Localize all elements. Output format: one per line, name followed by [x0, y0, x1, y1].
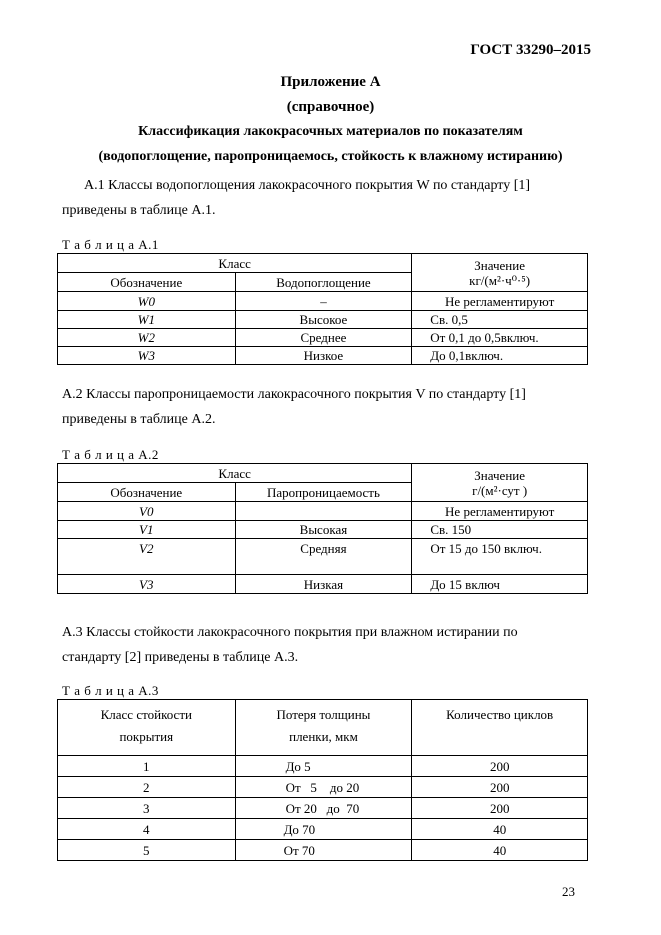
appendix-subtitle: (справочное): [286, 99, 375, 115]
table-row: 3 От 20 до 70 200: [58, 798, 588, 819]
table-row: V3 Низкая До 15 включ: [58, 575, 588, 594]
table-a1-property-header: Водопоглощение: [235, 273, 412, 292]
table-a1-caption: Т а б л и ц а А.1: [62, 237, 159, 252]
paragraph-a3-line2: стандарту [2] приведены в таблице А.3.: [62, 650, 299, 665]
table-row: 5 От 70 40: [58, 840, 588, 861]
table-a1-value-header: Значение кг/(м²·ч⁰·⁵): [412, 254, 588, 292]
table-row: V2 Средняя От 15 до 150 включ.: [58, 539, 588, 575]
paragraph-a3: [62, 620, 592, 670]
paragraph-a2-line2: приведены в таблице А.2.: [62, 412, 216, 427]
table-row: W0 – Не регламентируют: [58, 292, 588, 311]
appendix-title: Приложение А: [280, 74, 381, 90]
table-row: V0 Не регламентируют: [58, 502, 588, 521]
paragraph-a1: [62, 173, 592, 223]
table-a2-class-header: Класс: [58, 464, 412, 483]
table-row: W3 Низкое До 0,1включ.: [58, 347, 588, 365]
paragraph-a2-line1: А.2 Классы паропроницаемости лакокрасочного покрытия V по стандарту [1]: [62, 387, 526, 402]
table-row: 2 От 5 до 20 200: [58, 777, 588, 798]
table-row: W1 Высокое Св. 0,5: [58, 311, 588, 329]
paragraph-a3-line1: А.3 Классы стойкости лакокрасочного покрытия при влажном истирании по: [62, 625, 518, 640]
paragraph-a1-line2: приведены в таблице А.1.: [62, 203, 216, 218]
paragraph-a1-line1: А.1 Классы водопоглощения лакокрасочного покрытия W по стандарту [1]: [84, 178, 531, 193]
page-number: 23: [562, 884, 575, 899]
table-a1-designation-header: Обозначение: [58, 273, 236, 292]
table-row: 4 До 70 40: [58, 819, 588, 840]
table-row: V1 Высокая Св. 150: [58, 521, 588, 539]
table-a3: [57, 699, 588, 861]
table-a3-loss-header: Потеря толщины пленки, мкм: [235, 700, 412, 756]
appendix-heading-line2: (водопоглощение, паропроницаемось, стойкость к влажному истиранию): [98, 149, 563, 164]
table-a2-value-header: Значение г/(м²·сут ): [412, 464, 588, 502]
table-row: 1 До 5 200: [58, 756, 588, 777]
table-a2-caption: Т а б л и ц а А.2: [62, 447, 159, 462]
table-a1-class-header: Класс: [58, 254, 412, 273]
table-a3-caption: Т а б л и ц а А.3: [62, 683, 159, 698]
table-a2-designation-header: Обозначение: [58, 483, 236, 502]
table-a2-property-header: Паропроницаемость: [235, 483, 412, 502]
table-a3-cycles-header: Количество циклов: [412, 700, 588, 756]
table-row: W2 Среднее От 0,1 до 0,5включ.: [58, 329, 588, 347]
table-a2: [57, 463, 588, 594]
appendix-heading-line1: Классификация лакокрасочных материалов по показателям: [138, 124, 523, 139]
table-a1: [57, 253, 588, 365]
document-code: ГОСТ 33290–2015: [470, 42, 591, 58]
paragraph-a2: [62, 382, 592, 432]
table-a3-class-header: Класс стойкости покрытия: [58, 700, 236, 756]
